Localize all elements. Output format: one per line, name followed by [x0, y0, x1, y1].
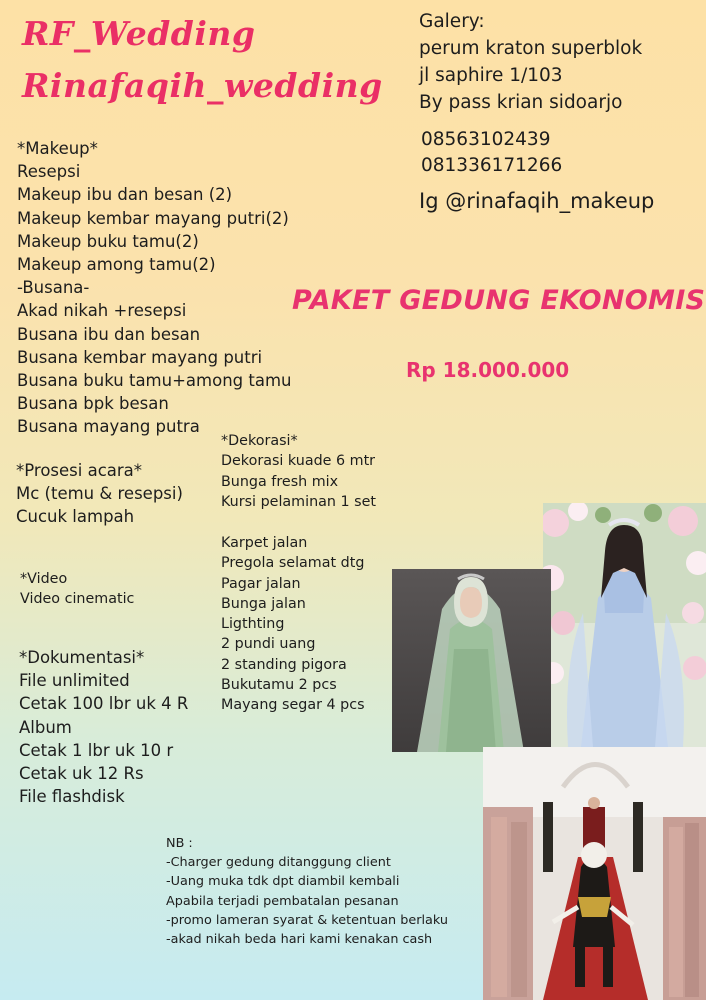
list-item: Busana mayang putra: [17, 417, 200, 437]
brand-line-2: Rinafaqih_wedding: [22, 66, 383, 105]
video-list: [20, 569, 134, 610]
list-item: Dekorasi kuade 6 mtr: [221, 453, 376, 470]
list-item: Makeup among tamu(2): [17, 255, 216, 275]
list-item: *Dokumentasi*: [19, 648, 145, 667]
list-item: 2 pundi uang: [221, 636, 316, 653]
note-line: -akad nikah beda hari kami kenakan cash: [166, 932, 433, 948]
list-item: Mc (temu & resepsi): [16, 484, 183, 504]
makeup-list: [17, 137, 291, 439]
list-item: Resepsi: [17, 162, 81, 182]
brand-line-1: RF_Wedding: [22, 14, 256, 53]
hijab-bride-photo: [392, 569, 551, 752]
list-item: Cetak 100 lbr uk 4 R: [19, 694, 189, 714]
list-item: Pregola selamat dtg: [221, 555, 365, 572]
list-item: Busana bpk besan: [17, 394, 169, 414]
list-item: Video cinematic: [20, 591, 135, 608]
list-item: 2 standing pigora: [221, 656, 347, 673]
list-item: Mayang segar 4 pcs: [221, 697, 365, 714]
list-item: *Makeup*: [17, 139, 98, 158]
gallery-address-line: By pass krian sidoarjo: [419, 92, 623, 113]
package-price: Rp 18.000.000: [406, 358, 570, 382]
list-item: Ligthting: [221, 616, 285, 633]
package-title: PAKET GEDUNG EKONOMIS: [292, 285, 706, 316]
gallery-label: Galery:: [419, 11, 485, 32]
dekorasi-list-2: [221, 533, 365, 716]
list-item: Cetak uk 12 Rs: [19, 764, 144, 784]
list-item: Bunga jalan: [221, 595, 306, 612]
list-item: File flashdisk: [19, 787, 125, 807]
list-item: Pagar jalan: [221, 575, 301, 592]
instagram-handle: Ig @rinafaqih_makeup: [419, 189, 655, 213]
list-item: -Busana-: [17, 278, 90, 298]
dekorasi-list: [221, 431, 376, 512]
list-item: Bunga fresh mix: [221, 473, 339, 490]
list-item: Busana kembar mayang putri: [17, 347, 263, 367]
phone-number: 081336171266: [421, 155, 563, 176]
list-item: Cucuk lampah: [16, 507, 135, 527]
list-item: Karpet jalan: [221, 535, 308, 551]
list-item: Kursi pelaminan 1 set: [221, 493, 376, 510]
list-item: *Dekorasi*: [221, 433, 298, 449]
procession-photo: [483, 747, 706, 1000]
note-line: -Charger gedung ditanggung client: [166, 855, 391, 871]
list-item: Makeup kembar mayang putri(2): [17, 208, 289, 228]
phone-number: 08563102439: [421, 129, 551, 150]
phone-list: [421, 127, 562, 179]
note-line: Apabila terjadi pembatalan pesanan: [166, 893, 399, 909]
gallery-info: [419, 8, 642, 116]
list-item: Busana ibu dan besan: [17, 324, 201, 344]
note-line: -promo lameran syarat & ketentuan berlaku: [166, 912, 449, 928]
dokumentasi-list: [19, 646, 188, 808]
list-item: Album: [19, 717, 72, 737]
gallery-address-line: jl saphire 1/103: [419, 65, 563, 86]
nb-notes: [166, 834, 448, 949]
list-item: Makeup buku tamu(2): [17, 231, 199, 251]
list-item: *Prosesi acara*: [16, 461, 143, 480]
list-item: Akad nikah +resepsi: [17, 301, 187, 321]
list-item: Makeup ibu dan besan (2): [17, 185, 233, 205]
note-line: -Uang muka tdk dpt diambil kembali: [166, 874, 400, 890]
gallery-address-line: perum kraton superblok: [419, 38, 643, 59]
list-item: Cetak 1 lbr uk 10 r: [19, 740, 174, 760]
prosesi-list: [16, 459, 183, 529]
list-item: File unlimited: [19, 671, 130, 691]
list-item: Busana buku tamu+among tamu: [17, 371, 292, 391]
list-item: Bukutamu 2 pcs: [221, 677, 337, 694]
list-item: *Video: [20, 571, 68, 587]
bride-blue-gown-photo: [543, 503, 706, 747]
note-line: NB :: [166, 836, 193, 851]
